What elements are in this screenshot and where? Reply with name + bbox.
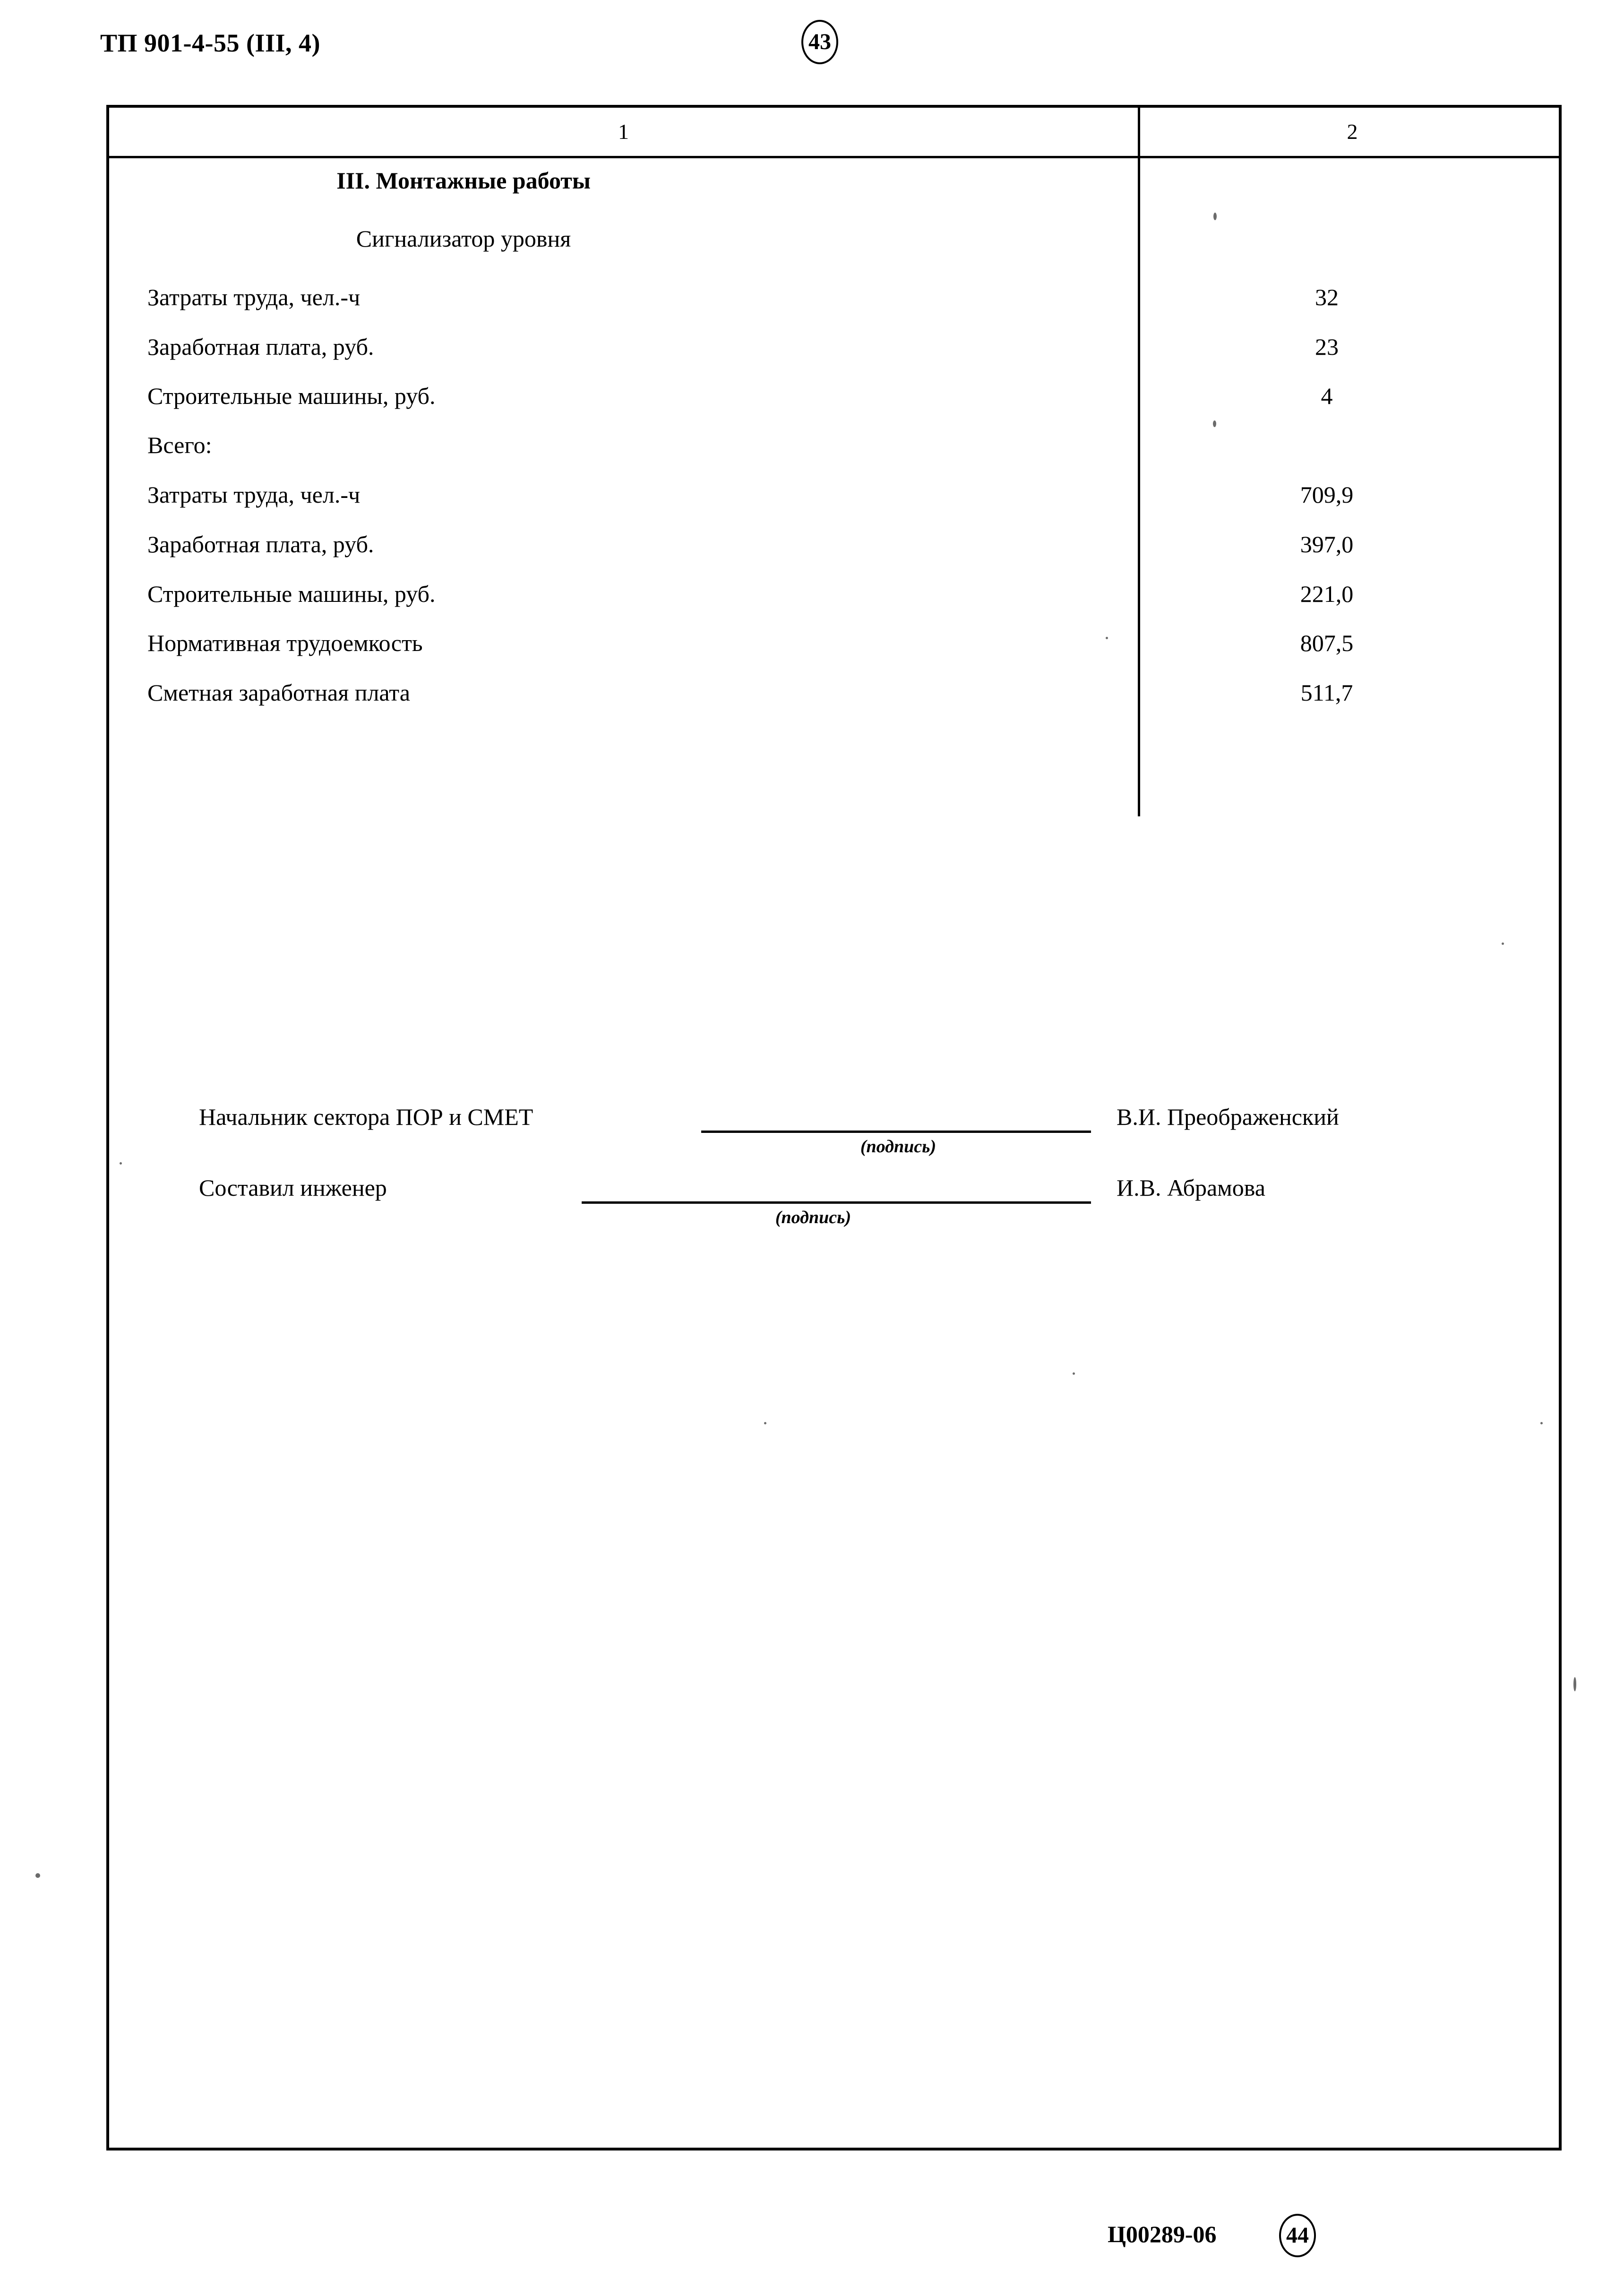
signature-line[interactable]: [582, 1201, 1091, 1204]
document-header: [0, 28, 1624, 71]
row-value: 23: [1315, 334, 1339, 360]
scan-speckle: [35, 1873, 40, 1878]
row-label: Всего:: [147, 432, 212, 458]
signature-caption: (подпись): [860, 1137, 937, 1157]
table-row: [109, 531, 1560, 559]
scan-speckle: [1213, 420, 1216, 427]
row-value: 4: [1321, 383, 1333, 409]
row-label: Затраты труда, чел.-ч: [147, 284, 361, 310]
table-row: [109, 580, 1560, 608]
row-value: 221,0: [1300, 581, 1354, 607]
row-value: 709,9: [1300, 481, 1354, 508]
signature-role: Начальник сектора ПОР и СМЕТ: [199, 1104, 533, 1130]
table-body: [109, 158, 1559, 2148]
scan-speckle: [1106, 637, 1108, 639]
table-row: [109, 283, 1560, 312]
page-badge-bottom: 44: [1279, 2214, 1316, 2257]
table-row: [109, 382, 1560, 411]
table-row: [109, 679, 1560, 707]
row-value: 397,0: [1300, 531, 1354, 557]
table-row: [109, 629, 1560, 658]
scan-speckle: [1573, 1677, 1576, 1691]
section-title: III. Монтажные работы: [336, 167, 591, 194]
document-code: ТП 901-4-55 (III, 4): [100, 29, 320, 57]
row-label: Заработная плата, руб.: [147, 531, 374, 557]
row-value: 511,7: [1300, 679, 1353, 706]
document-footer: [0, 2220, 1624, 2268]
signature-line[interactable]: [701, 1131, 1091, 1133]
row-label: Строительные машины, руб.: [147, 581, 436, 607]
table-row: [109, 431, 1560, 460]
scan-speckle: [1213, 213, 1217, 220]
signature-row: [109, 1103, 1560, 1165]
scan-speckle: [1540, 1422, 1543, 1424]
page-badge-top: 43: [801, 20, 838, 64]
row-label: Строительные машины, руб.: [147, 383, 436, 409]
signature-name: В.И. Преображенский: [1117, 1104, 1339, 1130]
signature-name: И.В. Абрамова: [1117, 1174, 1265, 1201]
row-label: Затраты труда, чел.-ч: [147, 481, 361, 508]
table-row: [109, 481, 1560, 509]
scan-speckle: [764, 1422, 766, 1424]
scan-speckle: [1073, 1372, 1075, 1375]
column-header-2: 2: [1347, 120, 1358, 144]
subsection-title: Сигнализатор уровня: [356, 225, 571, 252]
data-table: [106, 105, 1562, 2150]
row-label: Заработная плата, руб.: [147, 334, 374, 360]
scan-speckle: [120, 1162, 122, 1165]
table-row: [109, 333, 1560, 361]
signature-row: [109, 1174, 1560, 1235]
scan-speckle: [1502, 942, 1504, 945]
row-label: Нормативная трудоемкость: [147, 630, 423, 656]
signature-caption: (подпись): [775, 1208, 851, 1227]
row-label: Сметная заработная плата: [147, 679, 410, 706]
column-header-1: 1: [618, 120, 629, 144]
signature-role: Составил инженер: [199, 1174, 387, 1201]
row-value: 807,5: [1300, 630, 1354, 656]
footer-document-code: Ц00289-06: [1108, 2221, 1217, 2247]
row-value: 32: [1315, 284, 1339, 310]
